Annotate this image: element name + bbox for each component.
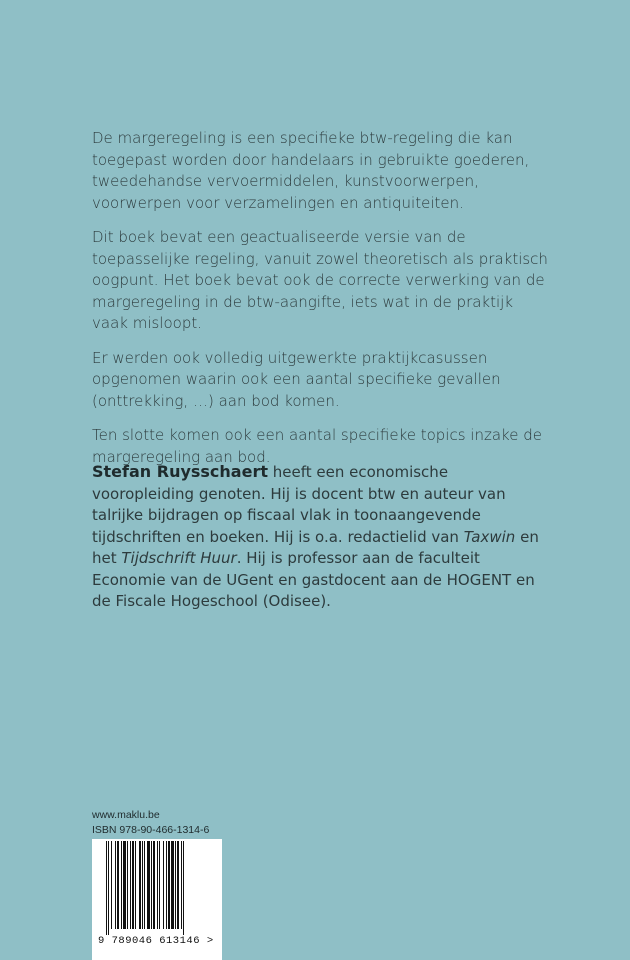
barcode-bar — [181, 841, 182, 929]
barcode-bar — [177, 841, 179, 929]
barcode-bar — [108, 841, 109, 935]
barcode-bar — [117, 841, 119, 929]
bio-text-1: heeft een economische vooropleiding genoten. Hij is docent btw en auteur van talrijke bijdragen op fiscaal vlak in toonaangevende tijdschriften en boeken. Hij is o.a. redactielid van — [92, 463, 506, 546]
blurb-paragraph-1: De margeregeling is een specifieke btw-regeling die kan toegepast worden door handelaars in gebruikte goederen, tweedehandse vervoermiddelen, kunstvoorwerpen, voorwerpen voor verzamelingen en antiquiteiten. — [92, 129, 530, 212]
barcode-bar — [163, 841, 164, 929]
blurb-paragraph-3: Er werden ook volledig uitgewerkte praktijkcasussen opgenomen waarin ook een aantal specifieke gevallen (onttrekking, …) aan bod komen. — [92, 348, 501, 410]
barcode-bar — [144, 841, 145, 929]
bio-text-3: . Hij is professor aan de faculteit Economie van de UGent en gastdocent aan de HOGENT en de Fiscale Hogeschool (Odisee). — [92, 549, 535, 610]
barcode-bar — [132, 841, 134, 929]
barcode-bar — [111, 841, 112, 929]
barcode-bar — [166, 841, 167, 929]
barcode-bar — [123, 841, 126, 929]
publisher-website: www.maklu.be — [92, 809, 160, 821]
barcode-bar — [115, 841, 116, 929]
author-bio — [92, 461, 552, 613]
barcode-bar — [151, 841, 152, 929]
barcode-bar — [168, 841, 170, 929]
author-bio-paragraph — [92, 461, 552, 613]
barcode-bar — [159, 841, 160, 929]
bio-italic-taxwin: Taxwin — [463, 527, 516, 546]
barcode-bar — [135, 841, 136, 929]
barcode-bar — [147, 841, 150, 929]
isbn-label: ISBN 978-90-466-1314-6 — [92, 824, 210, 836]
barcode-bar — [183, 841, 184, 935]
barcode-bar — [157, 841, 158, 929]
barcode-bar — [175, 841, 176, 929]
publisher-meta — [92, 808, 209, 838]
barcode-bar — [171, 841, 174, 929]
barcode-bar — [153, 841, 155, 929]
barcode-bar — [127, 841, 128, 929]
bio-text-2: en het — [92, 527, 539, 567]
back-cover-blurb — [92, 128, 552, 481]
author-name: Stefan Ruysschaert — [92, 462, 268, 481]
barcode-bar — [121, 841, 122, 929]
barcode-bar — [142, 841, 143, 929]
barcode-bar — [130, 841, 131, 929]
bio-italic-tijdschrift: Tijdschrift Huur — [121, 549, 237, 567]
barcode — [92, 839, 222, 960]
barcode-bar — [139, 841, 141, 929]
barcode-digits: 9 789046 613146 > — [98, 935, 214, 947]
blurb-paragraph-2: Dit boek bevat een geactualiseerde versie van de toepasselijke regeling, vanuit zowel theoretisch als praktisch oogpunt. Het boek bevat ook de correcte verwerking van de margeregeling in de btw-aangifte, iets wat in de praktijk vaak misloopt. — [92, 228, 548, 332]
barcode-bar — [106, 841, 107, 935]
blurb-paragraph-4: Ten slotte komen ook een aantal specifieke topics inzake de margeregeling aan bod. — [92, 426, 542, 466]
